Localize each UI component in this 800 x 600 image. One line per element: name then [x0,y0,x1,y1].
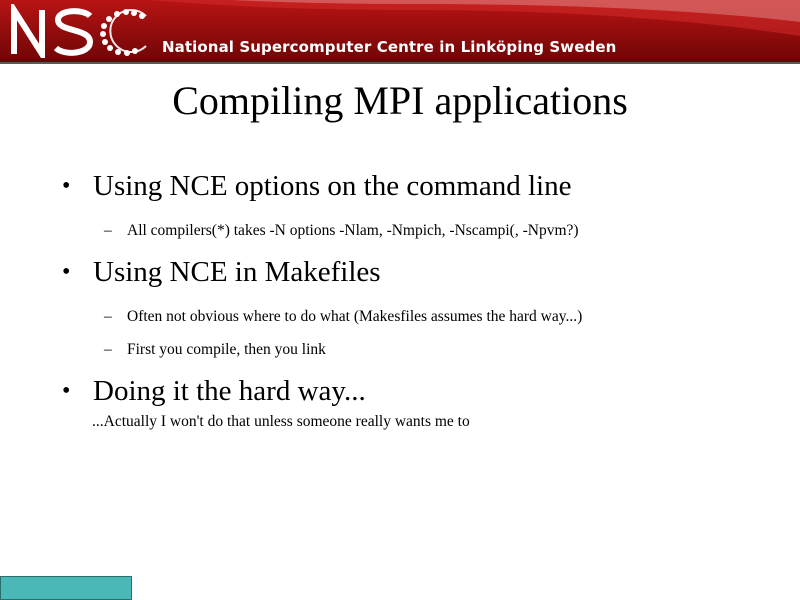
slide-title: Compiling MPI applications [172,78,628,123]
nsc-logo [8,4,153,58]
bullet-icon: • [62,378,71,404]
sub-item [104,221,579,241]
sub-item-text: First you compile, then you link [127,341,326,358]
sub-item-text: All compilers(*) takes -N options -Nlam, -Nmpich, -Nscampi(, -Npvm?) [127,222,579,239]
bullet-text: Doing it the hard way... [93,375,366,407]
footer-navigation-box[interactable] [0,576,132,600]
bullet-item [62,255,381,289]
bullet-icon: • [62,173,71,199]
dash-icon: – [104,222,112,239]
bullet-text: Using NCE options on the command line [93,170,572,202]
dash-icon: – [104,308,112,325]
bullet-text: Using NCE in Makefiles [93,256,381,288]
organization-name: National Supercomputer Centre in Linköping Sweden [162,38,617,56]
bullet-item [62,374,366,408]
header-divider [0,62,800,64]
header-banner [0,0,800,62]
sub-item-text: Often not obvious where to do what (Makesfiles assumes the hard way...) [127,308,583,325]
bullet-icon: • [62,259,71,285]
bullet-note: ...Actually I won't do that unless someone really wants me to [92,413,470,430]
sub-item [104,307,582,327]
bullet-item [62,169,571,203]
dash-icon: – [104,341,112,358]
sub-item [104,340,326,360]
